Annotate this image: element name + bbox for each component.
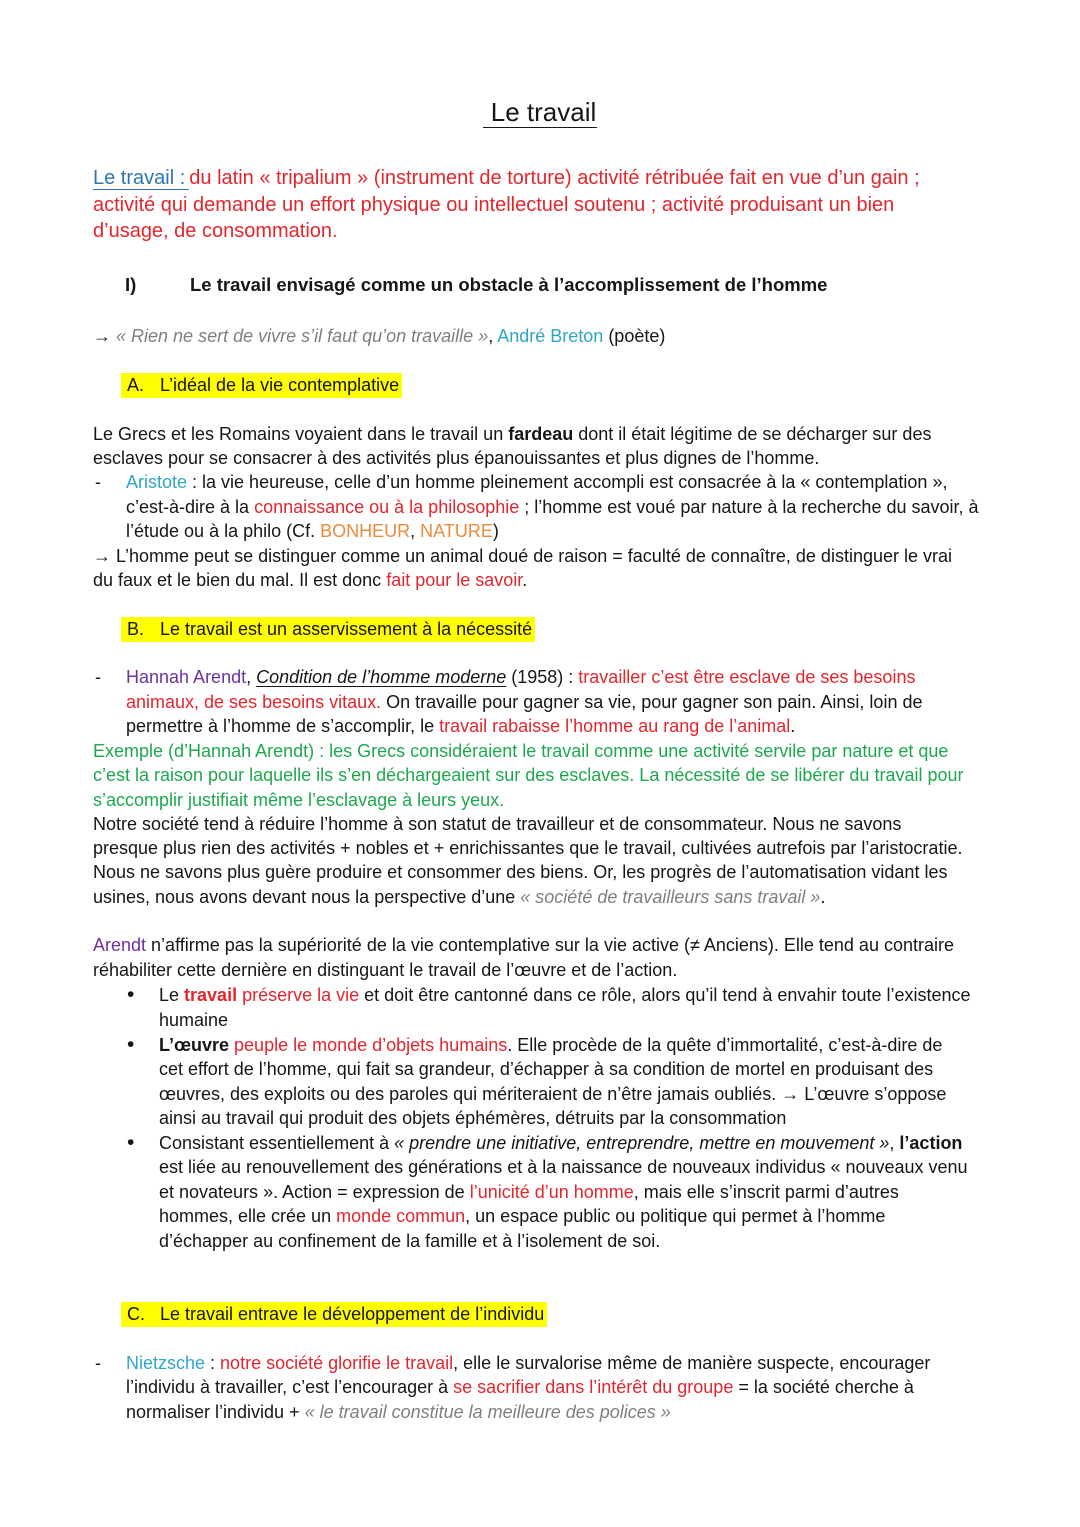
example-line [93,739,948,763]
text-line [93,812,901,836]
text-line [93,885,825,909]
example-line [93,763,964,787]
emphasis-red: se sacrifier dans l’intérêt du groupe [453,1377,734,1397]
keyword-bold: fardeau [508,424,574,444]
line-text: n’affirme pas la supériorité de la vie contemplative sur la vie active (≠ Anciens). Elle tend au contraire [146,935,954,955]
keyword-bold: L’œuvre [159,1035,230,1055]
section-label: A. [127,375,145,395]
line-text: Nous ne savons plus guère produire et consommer des biens. Or, les progrès de l’automatisation vidant les [93,862,948,882]
line-text: Notre société tend à réduire l’homme à son statut de travailleur et de consommateur. Nous ne savons [93,814,902,834]
list-item-line [159,1131,962,1155]
definition-line [93,192,894,218]
emphasis-red: connaissance ou à la philosophie [254,497,520,517]
line-text: permettre à l’homme de s’accomplir, le [126,716,440,736]
list-item-line [159,1204,885,1228]
line-text: (1958) : [506,667,579,687]
list-item-line [159,1106,786,1130]
line-text: ; l’homme est voué par nature à la recherche du savoir, à [519,497,979,517]
quote: « société de travailleurs sans travail » [520,887,821,907]
line-text: . [522,570,528,590]
text-line [93,544,952,568]
part-number: I) [125,274,137,295]
definition-line [93,218,338,244]
line-text: l’étude ou à la philo (Cf. [126,521,321,541]
list-item-line [159,1155,968,1179]
line-text: → L’homme peut se distinguer comme un animal doué de raison = faculté de connaître, de distinguer le vrai [93,546,952,566]
list-item-line [159,1057,933,1081]
text-line [126,470,947,494]
part-title: Le travail envisagé comme un obstacle à l’accomplissement de l’homme [190,274,828,295]
emphasis-red: travailler c’est être esclave de ses besoins [578,667,916,687]
line-text: , [488,326,498,346]
line-text: = la société cherche à [733,1377,914,1397]
quote-italic: « prendre une initiative, entreprendre, mettre en mouvement » [394,1133,890,1153]
text-line [126,519,499,543]
emphasis-red: préserve la vie [242,985,360,1005]
emphasis-red: notre société glorifie le travail [220,1353,454,1373]
text-line [93,422,931,446]
emphasis-red: travail rabaisse l’homme au rang de l’animal [439,716,791,736]
line-text: est liée au renouvellement des générations et à la naissance de nouveaux individus « nouveaux venu [159,1157,968,1177]
section-heading-text: Le travail entrave le développement de l’individu [160,1304,545,1324]
text-line [93,836,962,860]
author-name: André Breton [497,326,604,346]
section-heading-b [121,617,535,642]
text-line [126,665,915,689]
list-item-line [159,1082,946,1106]
line-text: ) [492,521,499,541]
line-text: esclaves pour se consacrer à des activités plus épanouissantes et plus dignes de l’homme. [93,448,820,468]
line-text: , [246,667,257,687]
bullet-icon: • [127,1033,135,1056]
line-text: , [889,1133,900,1153]
author-name: Arendt [93,935,147,955]
definition-line [93,165,920,191]
line-text: usines, nous avons devant nous la perspective d’une [93,887,521,907]
quote: « le travail constitue la meilleure des polices » [304,1402,671,1422]
line-text: Le [159,985,185,1005]
line-text: humaine [159,1010,229,1030]
list-dash: - [95,667,101,687]
list-item-line [159,1008,228,1032]
example-text: s’accomplir justifiait même l’esclavage à leurs yeux. [93,790,505,810]
section-heading-text: Le travail est un asservissement à la nécessité [160,619,533,639]
section-heading-a [121,373,402,398]
line-text: cet effort de l’homme, qui fait sa grandeur, d’échapper à sa condition de mortel en produisant des [159,1059,934,1079]
page-title [0,95,1080,129]
line-text: et doit être cantonné dans ce rôle, alors qu’il tend à envahir toute l’existence [359,985,971,1005]
line-text: l’individu à travailler, c’est l’encourager à [126,1377,454,1397]
example-text: c’est la raison pour laquelle ils s’en déchargeaient sur des esclaves. La nécessité de se libérer du travail pour [93,765,964,785]
list-item-line [159,1033,942,1057]
arrow-icon: → [93,326,117,346]
line-text: : la vie heureuse, celle d’un homme pleinement accompli est consacrée à la « contemplation », [187,472,948,492]
list-dash: - [95,1353,101,1373]
page-title-text: Le travail [483,97,598,128]
text-line [126,690,922,714]
line-text: c’est-à-dire à la [126,497,255,517]
list-item-line [159,1229,660,1253]
line-text: et novateurs ». Action = expression de [159,1182,470,1202]
line-text: . [790,716,796,736]
text-line [126,495,979,519]
line-text: , un espace public ou politique qui permet à l’homme [465,1206,886,1226]
line-text: réhabiliter cette dernière en distinguant le travail de l’œuvre et de l’action. [93,960,678,980]
text-line [126,714,795,738]
line-text: normaliser l’individu + [126,1402,305,1422]
emphasis-red: l’unicité d’un homme [469,1182,634,1202]
line-text: hommes, elle crée un [159,1206,337,1226]
text-line [93,860,947,884]
section-heading-text: L’idéal de la vie contemplative [160,375,400,395]
list-item-line [159,983,971,1007]
text-line [93,446,819,470]
list-dash: - [95,472,101,492]
definition-text: d’usage, de consommation. [93,220,338,242]
line-text: , [410,521,421,541]
definition-text: du latin « tripalium » (instrument de torture) activité rétribuée fait en vue d’un gain ; [189,167,920,189]
bullet-icon: • [127,1131,135,1154]
line-text: œuvres, des exploits ou des paroles qui mériteraient de n’être jamais oubliés. → L’œuvre s’oppose [159,1084,947,1104]
emphasis-red: fait pour le savoir [386,570,523,590]
section-heading-c [121,1302,547,1327]
line-text: : [205,1353,221,1373]
example-line [93,788,504,812]
text-line [93,958,677,982]
section-label: C. [127,1304,145,1324]
author-name: Aristote [126,472,188,492]
cross-reference: NATURE [420,521,493,541]
example-text: Exemple (d’Hannah Arendt) : les Grecs considéraient le travail comme une activité servile par nature et que [93,741,949,761]
emphasis-red: monde commun [336,1206,466,1226]
text-line [126,1400,671,1424]
line-text: Le Grecs et les Romains voyaient dans le travail un [93,424,509,444]
line-text: presque plus rien des activités + nobles et + enrichissantes que le travail, cultivées autrefois par l’aristocratie. [93,838,963,858]
author-name: Hannah Arendt [126,667,247,687]
definition-term: Le travail : [93,167,189,190]
text-line [126,1375,914,1399]
line-text: d’échapper au confinement de la famille et à l’isolement de soi. [159,1231,661,1251]
section-label: B. [127,619,145,639]
definition-text: activité qui demande un effort physique ou intellectuel soutenu ; activité produisant un bien [93,194,895,216]
work-title: Condition de l’homme moderne [256,667,507,687]
line-text: On travaille pour gagner sa vie, pour gagner son pain. Ainsi, loin de [381,692,923,712]
epigraph-quote: « Rien ne sert de vivre s’il faut qu’on travaille » [116,326,489,346]
text-line [93,933,954,957]
line-text: ainsi au travail qui produit des objets éphémères, détruits par la consommation [159,1108,787,1128]
line-text: (poète) [603,326,666,346]
line-text: , mais elle s’inscrit parmi d’autres [633,1182,899,1202]
cross-reference: BONHEUR [320,521,411,541]
keyword-bold: l’action [899,1133,963,1153]
text-line [126,1351,930,1375]
text-line [93,568,527,592]
line-text: Consistant essentiellement à [159,1133,395,1153]
line-text: dont il était légitime de se décharger sur des [573,424,932,444]
emphasis-red: peuple le monde d’objets humains [234,1035,508,1055]
emphasis-red: animaux, de ses besoins vitaux. [126,692,382,712]
author-name: Nietzsche [126,1353,206,1373]
line-text: . Elle procède de la quête d’immortalité, c’est-à-dire de [507,1035,943,1055]
line-text: . [820,887,826,907]
line-text: du faux et le bien du mal. Il est donc [93,570,387,590]
bullet-icon: • [127,983,135,1006]
line-text: , elle le survalorise même de manière suspecte, encourager [453,1353,931,1373]
epigraph [93,324,665,348]
list-item-line [159,1180,899,1204]
keyword-bold: travail [184,985,238,1005]
